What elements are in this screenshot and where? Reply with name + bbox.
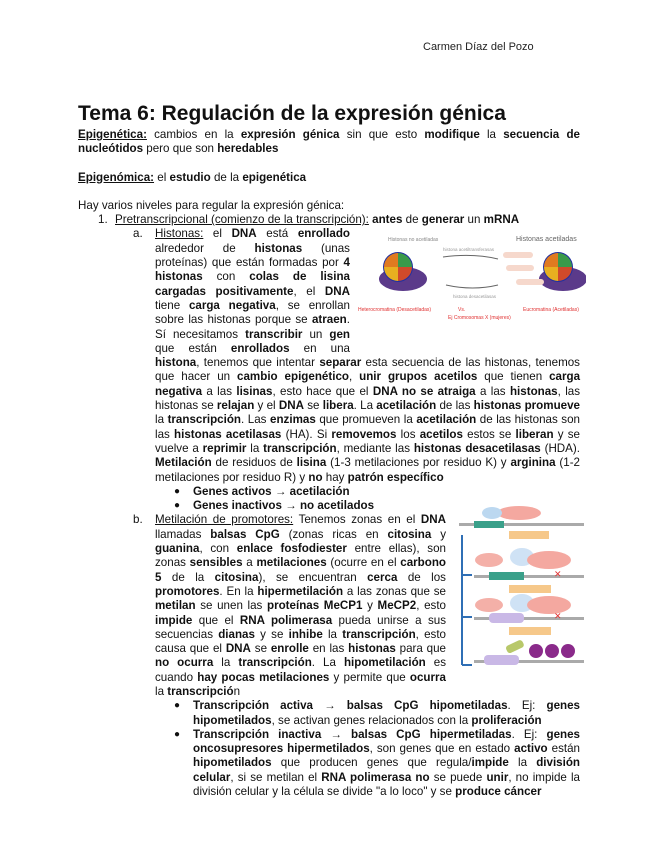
text: en las — [308, 642, 349, 656]
bold-text: enlace fosfodiester — [236, 542, 347, 556]
text: . Las — [241, 413, 271, 427]
text: (zonas ricas en — [279, 527, 388, 541]
text: . Ej: — [507, 699, 547, 713]
fig-right-title: Histonas acetiladas — [516, 236, 577, 244]
text: , son genes que en estado — [369, 742, 515, 756]
bold-text: balsas CpG — [210, 527, 280, 541]
bold-text: modifique — [424, 128, 480, 141]
bold-text: lisina — [296, 456, 327, 470]
bold-text: removemos — [331, 427, 397, 441]
arrow-left-icon — [446, 285, 498, 288]
bold-text: enrolle — [270, 642, 309, 656]
bold-text: activo — [514, 742, 548, 756]
bold-text: transcripció — [167, 684, 234, 698]
bullet-item — [78, 728, 580, 799]
bold-text: 4 histonas — [155, 256, 350, 284]
rich-text — [369, 213, 519, 226]
bold-text: antes — [372, 213, 403, 227]
bold-text: sensibles — [189, 556, 243, 570]
text: , tenemos que intentar — [196, 356, 320, 370]
text: , esto causa que el — [155, 627, 446, 656]
bold-text: generar — [421, 213, 465, 227]
text: (ocurre en el — [326, 556, 401, 570]
fig-example: Ej Cromosomas X (mujeres) — [448, 315, 511, 322]
bold-text: promotores — [155, 584, 220, 598]
bold-text: acetilación — [416, 413, 477, 427]
text: (unas proteínas) que están formadas por — [155, 241, 350, 270]
intro-text: Hay varios niveles para regular la expresión génica: — [78, 198, 345, 212]
bullet-icon: ● — [174, 700, 181, 712]
bold-text: carbono 5 — [155, 556, 446, 584]
bold-text: expresión génica — [240, 128, 340, 141]
text: el — [203, 227, 232, 241]
bold-text: liberan — [515, 427, 554, 441]
text: . La — [353, 399, 377, 413]
term: Metilación de promotores: — [155, 513, 294, 527]
fig-right-caption: Eucromatina (Acetiladas) — [523, 307, 579, 314]
bold-text: no ocurra — [155, 656, 214, 670]
text: , con — [199, 542, 237, 556]
bold-text: ocurra — [409, 670, 446, 684]
bold-text: produce cáncer — [455, 785, 542, 799]
bold-text: acetilación — [376, 399, 437, 413]
bold-text: DNA no se atraiga — [372, 384, 476, 398]
bullet-icon: ● — [174, 485, 181, 497]
term: Pretranscripcional (comienzo de la transcripción): — [115, 213, 369, 227]
text: . Ej: — [511, 727, 547, 741]
list-letter: a. — [133, 227, 143, 241]
text: pero que son — [143, 142, 218, 156]
text: que tienen — [477, 370, 550, 384]
text: (1-3 metilaciones por residuo K) y — [326, 456, 511, 470]
term: Epigenómica: — [78, 170, 155, 184]
promoter-methylation-figure — [454, 505, 584, 673]
bold-text: impide — [471, 756, 509, 770]
bold-text: heredables — [217, 142, 279, 156]
text: y el — [254, 399, 279, 413]
bold-text: colas de lisina cargadas positivamente — [155, 270, 351, 298]
text: la — [155, 684, 168, 698]
bold-text: metilaciones — [256, 556, 327, 570]
bullet-item: ● Genes activos → acetilación — [174, 484, 350, 498]
bold-text: histonas — [348, 642, 396, 656]
bold-text: RNA polimerasa no — [321, 770, 430, 784]
text: (1-2 metilaciones por residuo R) y — [155, 456, 581, 484]
text: hay — [322, 470, 348, 484]
text: que el — [192, 613, 240, 627]
text: la — [508, 756, 537, 770]
list-item-metilacion — [78, 513, 580, 699]
text: un — [302, 327, 330, 341]
text: se unen las — [195, 599, 267, 613]
bold-text: hipermetilación — [257, 584, 344, 598]
text: y — [431, 527, 446, 541]
bold-text: unir grupos acetilos — [359, 370, 478, 384]
text: cambios en la — [146, 128, 241, 141]
text: pueda unirse a sus secuencias — [155, 613, 446, 641]
bold-text: transcripción — [342, 627, 416, 641]
arrow-right-icon — [443, 256, 498, 260]
fig-vs: Vs. — [458, 307, 466, 314]
text: . Sí necesitamos — [155, 313, 350, 341]
fig-arrow-top-label: histona acetiltransferasas — [443, 247, 495, 253]
list-item-histonas — [78, 227, 580, 484]
document-body — [78, 101, 580, 799]
text: n — [233, 684, 241, 698]
text: . En la — [219, 584, 258, 598]
bold-text: división celular — [193, 756, 580, 784]
text: es cuando — [155, 656, 447, 684]
bold-text: proliferación — [471, 713, 542, 727]
bold-text: guanina — [155, 542, 200, 556]
bold-text: transcripción — [238, 656, 312, 670]
bold-text: reprimir — [202, 441, 247, 455]
text: los — [396, 427, 420, 441]
bold-text: hipometilación — [343, 656, 426, 670]
text: con — [202, 270, 250, 284]
bold-text: histonas promueve — [473, 399, 580, 413]
text: y se — [254, 627, 289, 641]
text: esta secuencia de las histonas, tenemos que hacer un — [155, 356, 580, 384]
bold-text: Transcripción activa → balsas CpG hipometiladas — [193, 699, 508, 713]
bold-text: transcripción — [263, 441, 337, 455]
block-x-icon: ✕ — [554, 569, 562, 580]
term: Histonas: — [155, 227, 204, 241]
bold-text: histonas — [509, 384, 558, 398]
fig-left-caption: Heterocromatina (Desacetiladas) — [358, 307, 432, 314]
text: a las — [475, 384, 510, 398]
page-title: Tema 6: Regulación de la expresión génica — [78, 102, 506, 125]
bold-text: libera — [322, 399, 354, 413]
bold-text: estudio — [169, 170, 211, 184]
term: Epigenética: — [78, 128, 147, 141]
bold-text: DNA — [420, 513, 447, 527]
bold-text: epigenética — [242, 170, 307, 184]
bold-text: MeCP2 — [377, 599, 417, 613]
text: Tenemos zonas en el — [293, 513, 421, 527]
fig-left-title: Histonas no acetiladas — [388, 237, 439, 244]
bold-text: impide — [155, 613, 193, 627]
bold-text: no — [308, 470, 323, 484]
text: la — [213, 656, 239, 670]
text: la — [155, 413, 168, 427]
text: , esto — [416, 599, 446, 613]
bold-text: transcribir — [245, 327, 303, 341]
bold-text: RNA polimerasa — [239, 613, 333, 627]
text: y se vuelve a — [155, 427, 580, 455]
text: entre ellas), son zonas — [155, 542, 446, 570]
text: en una — [289, 341, 350, 355]
text: a las — [202, 384, 237, 398]
bold-text: hipometilados — [193, 756, 272, 770]
bold-text: lisinas — [236, 384, 273, 398]
text: la — [246, 441, 264, 455]
text: la — [322, 627, 343, 641]
bold-text: enrollado — [297, 227, 350, 241]
text: de los — [397, 570, 446, 584]
bold-text: gen — [329, 327, 350, 341]
bold-text: DNA — [231, 227, 257, 241]
text: de las — [436, 399, 474, 413]
bold-text: atraen — [311, 313, 347, 327]
text: , el — [293, 284, 325, 298]
bold-text: DNA — [278, 399, 304, 413]
bold-text: histonas acetilasas — [174, 427, 282, 441]
rich-text — [155, 513, 446, 698]
bold-text: enzimas — [270, 413, 316, 427]
list-letter: b. — [133, 513, 143, 527]
block-x-icon: ✕ — [554, 611, 562, 622]
text: que producen genes que regula/ — [271, 756, 472, 770]
bold-text: proteínas MeCP1 — [266, 599, 363, 613]
text: , se activan genes relacionados con la — [271, 713, 472, 727]
text: (HA). Si — [281, 427, 332, 441]
bold-text: arginina — [510, 456, 556, 470]
text: sin que esto — [339, 128, 425, 141]
bold-text: histonas desacetilasas — [413, 441, 541, 455]
definition-epigenomica — [78, 171, 580, 185]
text: , se enrollan sobre las histonas porque se — [155, 298, 350, 327]
text: a las zonas que se — [343, 584, 447, 598]
bold-text: relajan — [216, 399, 255, 413]
text: , no impide la división celular y la célula se divide "a lo loco" y se — [193, 770, 581, 799]
bullet-item: ● Genes inactivos → no acetilados — [174, 499, 375, 513]
histone-acetylation-figure — [358, 229, 586, 343]
text: el — [154, 170, 170, 184]
bold-text: patrón específico — [347, 470, 444, 484]
bold-text: Metilación — [155, 456, 212, 470]
bold-text: dianas — [218, 627, 255, 641]
bold-text: Transcripción inactiva → balsas CpG hipermetiladas — [193, 727, 512, 741]
bullet-item — [78, 699, 580, 728]
bold-text: histona — [155, 356, 197, 370]
bold-text: genes oncosupresores hipermetilados — [193, 727, 580, 756]
text: , — [348, 370, 360, 384]
bold-text: hay pocas metilaciones — [197, 670, 330, 684]
text: se puede — [429, 770, 487, 784]
text: tiene — [155, 298, 189, 312]
bold-text: carga negativa — [188, 298, 276, 312]
rich-text — [193, 699, 580, 728]
text: (HDA). — [540, 441, 580, 455]
bold-text: unir — [486, 770, 509, 784]
text: está — [256, 227, 298, 241]
list-item-level-1 — [78, 213, 580, 227]
bold-text: acetilos — [419, 427, 463, 441]
nucleosome-icon — [539, 252, 586, 291]
text: estos se — [462, 427, 516, 441]
bold-text: carga negativa — [155, 370, 581, 398]
bullet-icon: ● — [174, 728, 181, 740]
bold-text: citosina — [214, 570, 259, 584]
text: llamadas — [155, 527, 211, 541]
text: y — [362, 599, 378, 613]
text: alrededor de — [155, 241, 255, 255]
rich-text — [193, 728, 580, 799]
bold-text: inhibe — [288, 627, 323, 641]
rich-text — [154, 171, 306, 184]
bold-text: citosina — [387, 527, 432, 541]
nucleosome-icon — [379, 252, 427, 291]
text: la — [479, 128, 504, 141]
text: un — [464, 213, 484, 227]
text: para que — [395, 642, 446, 656]
definition-epigenetica — [78, 128, 580, 157]
bold-text: cerca — [367, 570, 398, 584]
bold-text: DNA — [324, 284, 350, 298]
text: y permite que — [329, 670, 410, 684]
bold-text: cambio epigenético — [237, 370, 349, 384]
text: de — [402, 213, 422, 227]
bold-text: histonas — [254, 241, 303, 255]
bold-text: metilan — [155, 599, 196, 613]
text: están — [547, 742, 580, 756]
rich-text — [78, 128, 580, 155]
bold-text: separar — [319, 356, 362, 370]
list-number: 1. — [98, 213, 108, 227]
bold-text: DNA — [225, 642, 251, 656]
text: , mediante las — [336, 441, 414, 455]
text: de las histonas son las — [155, 413, 580, 441]
fig-arrow-bottom-label: histona desacetilasas — [453, 294, 497, 300]
bullet-icon: ● — [174, 500, 181, 512]
text: ), se encuentran — [258, 570, 368, 584]
bold-text: mRNA — [483, 213, 520, 227]
text: de la — [161, 570, 215, 584]
bold-text: secuencia de nucleótidos — [78, 128, 580, 156]
text: , esto hace que el — [272, 384, 373, 398]
text: , las histonas se — [155, 384, 581, 413]
text: a — [242, 556, 257, 570]
text: , si se metilan el — [230, 770, 322, 784]
page-header-author: Carmen Díaz del Pozo — [423, 41, 534, 53]
text: . La — [311, 656, 344, 670]
text: que están — [155, 341, 231, 355]
bold-text: transcripción — [167, 413, 242, 427]
text: se — [304, 399, 323, 413]
text: que promueven la — [315, 413, 417, 427]
bold-text: enrollados — [230, 341, 290, 355]
text: de residuos de — [211, 456, 297, 470]
bold-text: genes hipometilados — [193, 699, 580, 727]
text: de la — [210, 170, 243, 184]
text: se — [250, 642, 271, 656]
